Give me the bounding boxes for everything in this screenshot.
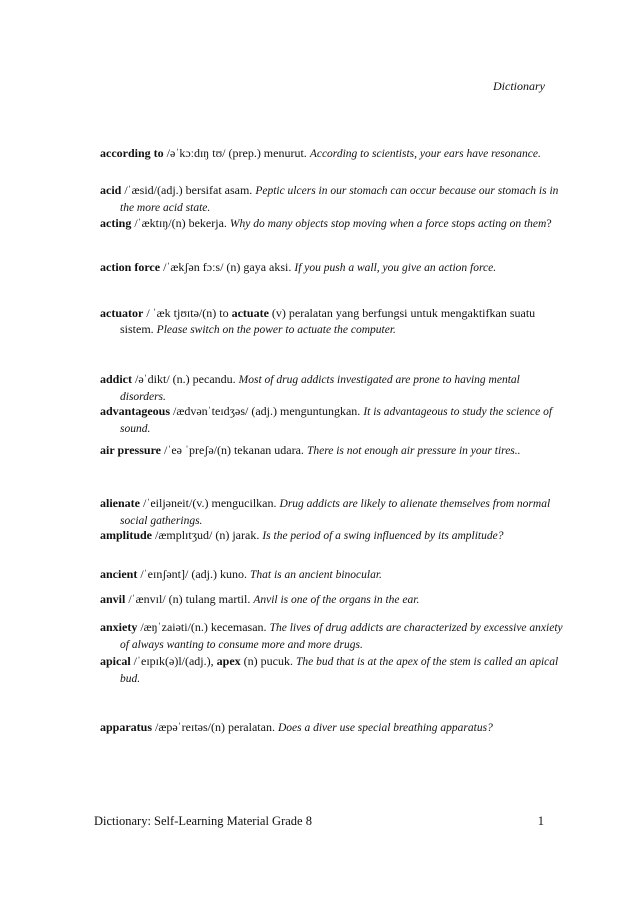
definition: (n) pucuk.: [240, 654, 296, 668]
example-sentence: According to scientists, your ears have resonance.: [309, 148, 541, 160]
headword: action force: [100, 260, 161, 274]
pronunciation-definition: /æŋˈzaiəti/(n.) kecemasan.: [137, 620, 270, 634]
example-sentence: Most of drug addicts investigated are prone to having mental disorders.: [120, 374, 520, 403]
entry-anxiety: [100, 619, 568, 653]
entry-apical: [100, 653, 568, 687]
example-sentence: Anvil is one of the organs in the ear.: [253, 594, 420, 606]
example-sentence: Peptic ulcers in our stomach can occur because our stomach is in the more acid state.: [120, 185, 559, 214]
headword: addict: [100, 372, 133, 386]
page-number: 1: [537, 814, 544, 828]
entry-actuator: [100, 305, 568, 338]
pronunciation-definition: /ˈeə ˈpreʃə/(n) tekanan udara.: [161, 443, 307, 457]
pronunciation: / ˈæk tjʊɪtə/(n) to: [143, 306, 232, 320]
pronunciation-definition: /ˈeiljəneit/(v.) mengucilkan.: [140, 496, 280, 510]
headword: according to: [100, 146, 164, 160]
running-head: Dictionary: [493, 79, 545, 93]
entry-air-pressure: [100, 442, 568, 459]
headword: advantageous: [100, 404, 171, 418]
example-sentence: The bud that is at the apex of the stem is called an apical bud.: [120, 656, 559, 685]
entry-acting: [100, 215, 568, 232]
pronunciation-definition: /ædvənˈteɪdʒəs/ (adj.) menguntungkan.: [170, 404, 364, 418]
headword: anxiety: [100, 620, 138, 634]
entry-acid: [100, 182, 568, 216]
entry-anvil: [100, 591, 568, 608]
pronunciation-definition: /ˈæktɪŋ/(n) bekerja.: [131, 216, 230, 230]
entry-ancient: [100, 566, 568, 583]
headword: air pressure: [100, 443, 162, 457]
entry-amplitude: [100, 527, 568, 544]
pronunciation-definition: /æpəˈreɪtəs/(n) peralatan.: [152, 720, 278, 734]
headword: apparatus: [100, 720, 153, 734]
entry-action-force: [100, 259, 568, 276]
example-sentence: There is not enough air pressure in your tires..: [306, 445, 521, 457]
headword: amplitude: [100, 528, 153, 542]
example-sentence: Drug addicts are likely to alienate themselves from normal social gatherings.: [120, 498, 551, 527]
pronunciation-definition: /əˈkɔːdɪŋ tʊ/ (prep.) menurut.: [163, 146, 310, 160]
example-sentence: Is the period of a swing influenced by its amplitude?: [262, 530, 504, 542]
example-sentence: It is advantageous to study the science of sound.: [120, 406, 553, 435]
entry-according-to: [100, 145, 568, 162]
pronunciation: /ˈeɪpɪk(ə)l/(adj.),: [130, 654, 217, 668]
footer-title: Dictionary: Self-Learning Material Grade 8: [94, 814, 312, 828]
headword: apical: [100, 654, 131, 668]
entry-advantageous: [100, 403, 568, 437]
example-tail: ?: [546, 216, 552, 230]
entry-addict: [100, 371, 568, 405]
pronunciation-definition: /ˈæsid/(adj.) bersifat asam.: [121, 183, 256, 197]
example-sentence: Does a diver use special breathing apparatus?: [277, 722, 493, 734]
headword: alienate: [100, 496, 140, 510]
headword: anvil: [100, 592, 126, 606]
pronunciation-definition: /əˈdikt/ (n.) pecandu.: [132, 372, 239, 386]
example-sentence: The lives of drug addicts are characterized by excessive anxiety of always wanting to consume more and more drugs.: [120, 622, 563, 651]
entry-alienate: [100, 495, 568, 529]
example-sentence: That is an ancient binocular.: [249, 569, 382, 581]
headword: acting: [100, 216, 132, 230]
headword: ancient: [100, 567, 138, 581]
example-sentence: Why do many objects stop moving when a force stops acting on them: [229, 218, 547, 230]
pronunciation-definition: /ˈækʃən fɔːs/ (n) gaya aksi.: [160, 260, 295, 274]
entry-apparatus: [100, 719, 568, 736]
headword: actuator: [100, 306, 144, 320]
example-sentence: If you push a wall, you give an action force.: [294, 262, 497, 274]
headword-variant: actuate: [231, 306, 269, 320]
headword: acid: [100, 183, 122, 197]
pronunciation-definition: /æmplɪtʒud/ (n) jarak.: [152, 528, 263, 542]
headword-variant: apex: [216, 654, 241, 668]
definition: (v) peralatan yang berfungsi untuk mengaktifkan suatu sistem.: [120, 306, 536, 336]
example-sentence: Please switch on the power to actuate the computer.: [156, 324, 396, 336]
pronunciation-definition: /ˈeɪnʃənt]/ (adj.) kuno.: [137, 567, 250, 581]
pronunciation-definition: /ˈænvɪl/ (n) tulang martil.: [125, 592, 254, 606]
